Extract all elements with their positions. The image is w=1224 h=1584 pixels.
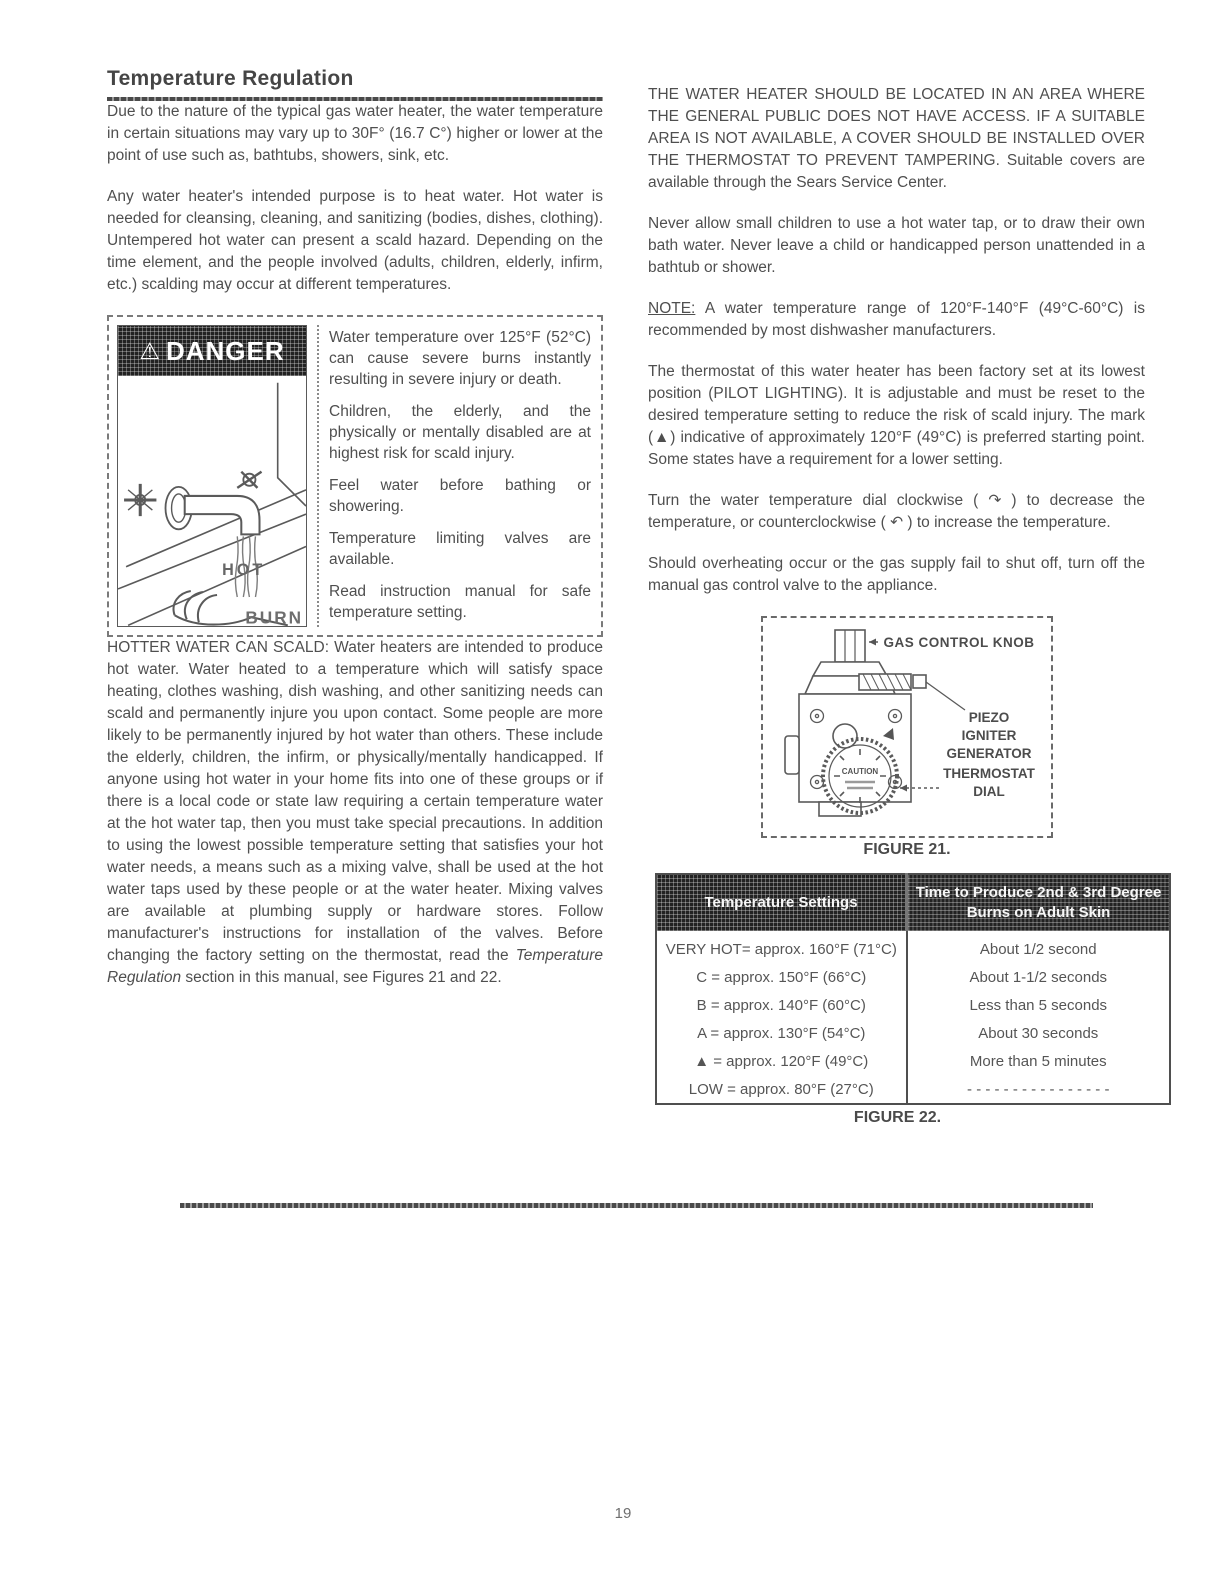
temperature-setting-cell: B = approx. 140°F (60°C): [696, 996, 866, 1014]
danger-text-panel: [317, 325, 593, 627]
danger-paragraph: Read instruction manual for safe temperature setting.: [329, 583, 591, 621]
setting-mark-icon: ▲: [653, 429, 671, 446]
danger-warning-box: [107, 315, 603, 637]
right-column: [648, 84, 1162, 1141]
table-row: [656, 1075, 1170, 1104]
burn-time-cell: Less than 5 seconds: [907, 991, 1171, 1019]
table-row: [656, 1047, 1170, 1075]
figure-22-table: [655, 873, 1171, 1105]
paragraph-text: ) to decrease the temperature, or counterclockwise (: [648, 492, 1146, 531]
paragraph-text: ) indicative of approximately 120°F (49°C) is preferred starting point. Some states have a requirement for a lower setting.: [648, 429, 1145, 468]
scald-illustration-svg: [118, 376, 306, 626]
warning-triangle-icon: ⚠: [139, 337, 161, 364]
thermostat-dial-label-line1: THERMOSTAT: [943, 766, 1035, 781]
paragraph-text: The thermostat of this water heater has been factory set at its lowest position (PILOT LIGHTING). It is adjustable and must be reset to the desired temperature setting to reduce the risk of scald injury. The mark (: [648, 363, 1145, 446]
table-header-temperature: Temperature Settings: [656, 874, 907, 931]
left-column: [107, 62, 603, 1008]
piezo-label-line1: PIEZO: [968, 710, 1010, 725]
temperature-setting-cell: ▲ = approx. 120°F (49°C): [694, 1052, 869, 1070]
paragraph: [648, 490, 1145, 534]
table-header-burn-time: Time to Produce 2nd & 3rd Degree Burns on Adult Skin: [907, 874, 1171, 931]
danger-label: DANGER: [165, 335, 285, 366]
dial-caution-label: CAUTION: [841, 767, 879, 776]
paragraph-text: HOTTER WATER CAN SCALD: Water heaters are intended to produce hot water. Water heated to a temperature which will satisfy space heating, clothes washing, dish washing, and other sanitizing needs can scald and permanently injure you upon contact. Some people are more likely to be permanently injured by hot water than others. These include the elderly, children, the infirm, or physically/mentally handicapped. If anyone using hot water in your home fits into one of these groups or if there is a local code or state law requiring a certain temperature water at the hot water tap, then you must take special precautions. In addition to using the lowest possible temperature setting that satisfies your hot water needs, a means such as a mixing valve, shall be used at the hot water taps used by these people or at the water heater. Mixing valves are available at plumbing supply or hardware stores. Follow manufacturer's instructions for installation of the valves. Before changing the factory setting on the thermostat, read the: [107, 639, 603, 964]
paragraph: Never allow small children to use a hot water tap, or to draw their own bath water. Never leave a child or handicapped person unattended in a bathtub or shower.: [648, 215, 1145, 276]
piezo-label-line2: IGNITER: [961, 728, 1017, 743]
danger-paragraph: Water temperature over 125°F (52°C) can cause severe burns instantly resulting in severe injury or death.: [329, 329, 591, 388]
temperature-setting-cell: A = approx. 130°F (54°C): [697, 1024, 866, 1042]
burn-time-cell: More than 5 minutes: [907, 1047, 1171, 1075]
temperature-setting-cell: C = approx. 150°F (66°C): [696, 968, 867, 986]
paragraph: [648, 361, 1145, 471]
note-label: NOTE:: [648, 300, 696, 317]
note-paragraph: [648, 298, 1145, 342]
temperature-setting-cell: VERY HOT= approx. 160°F (71°C): [665, 940, 897, 958]
thermostat-dial-label-line2: DIAL: [973, 784, 1005, 799]
table-row: [656, 963, 1170, 991]
danger-header: [118, 326, 306, 376]
paragraph-text: section in this manual, see Figures 21 and 22.: [181, 969, 502, 986]
page-number: 19: [614, 1505, 632, 1522]
gas-control-knob-label: GAS CONTROL KNOB: [883, 635, 1035, 650]
table-row: [656, 1019, 1170, 1047]
burn-time-cell: - - - - - - - - - - - - - - - -: [907, 1075, 1171, 1104]
paragraph-text: Turn the water temperature dial clockwise (: [648, 492, 989, 509]
table-row: [656, 931, 1170, 963]
paragraph: Should overheating occur or the gas supply fail to shut off, turn off the manual gas control valve to the appliance.: [648, 555, 1145, 594]
hot-water-label: HOT: [222, 560, 266, 579]
italic-reference: Temperature Regulation: [107, 947, 603, 986]
burn-time-cell: About 1-1/2 seconds: [907, 963, 1171, 991]
danger-paragraph: Feel water before bathing or showering.: [329, 477, 591, 515]
piezo-label-line3: GENERATOR: [946, 746, 1032, 761]
figure-21-gas-valve: [761, 616, 1053, 838]
paragraph: Due to the nature of the typical gas water heater, the water temperature in certain situations may vary up to 30F° (16.7 C°) higher or lower at the point of use such as, bathtubs, showers, sink, etc.: [107, 103, 603, 164]
paragraph-text: ) to increase the temperature.: [903, 514, 1111, 531]
figure-21-caption: FIGURE 21.: [863, 841, 951, 858]
clockwise-arrow-icon: ↷: [988, 492, 1002, 509]
figure-22-caption: FIGURE 22.: [853, 1109, 942, 1126]
gas-valve-illustration-svg: [763, 618, 1051, 836]
note-text: A water temperature range of 120°F-140°F (49°C-60°C) is recommended by most dishwasher manufacturers.: [648, 300, 1145, 339]
counterclockwise-arrow-icon: ↶: [890, 514, 904, 531]
burn-time-cell: About 1/2 second: [907, 931, 1171, 963]
paragraph: [107, 637, 603, 989]
temperature-setting-cell: LOW = approx. 80°F (27°C): [688, 1080, 874, 1098]
paragraph: THE WATER HEATER SHOULD BE LOCATED IN AN AREA WHERE THE GENERAL PUBLIC DOES NOT HAVE ACCESS. IF A SUITABLE AREA IS NOT AVAILABLE, A COVER SHOULD BE INSTALLED OVER THE THERMOSTAT TO PREVENT TAMPERING. Suitable covers are available through the Sears Service Center.: [648, 86, 1145, 191]
paragraph: Any water heater's intended purpose is to heat water. Hot water is needed for cleansing, cleaning, and sanitizing (bodies, dishes, clothing). Untempered hot water can present a scald hazard. Depending on the time element, and the people involved (adults, children, elderly, infirm, etc.) scalding may occur at different temperatures.: [107, 188, 603, 293]
burn-label: BURN: [245, 607, 304, 626]
danger-paragraph: Temperature limiting valves are available.: [329, 530, 591, 568]
danger-illustration-panel: [117, 325, 307, 627]
scald-illustration: [118, 376, 306, 626]
danger-paragraph: Children, the elderly, and the physically or mentally disabled are at highest risk for scald injury.: [329, 403, 591, 462]
table-row: [656, 991, 1170, 1019]
burn-time-cell: About 30 seconds: [907, 1019, 1171, 1047]
bottom-divider-rule: [180, 1203, 1093, 1208]
page-title: Temperature Regulation: [107, 67, 354, 90]
